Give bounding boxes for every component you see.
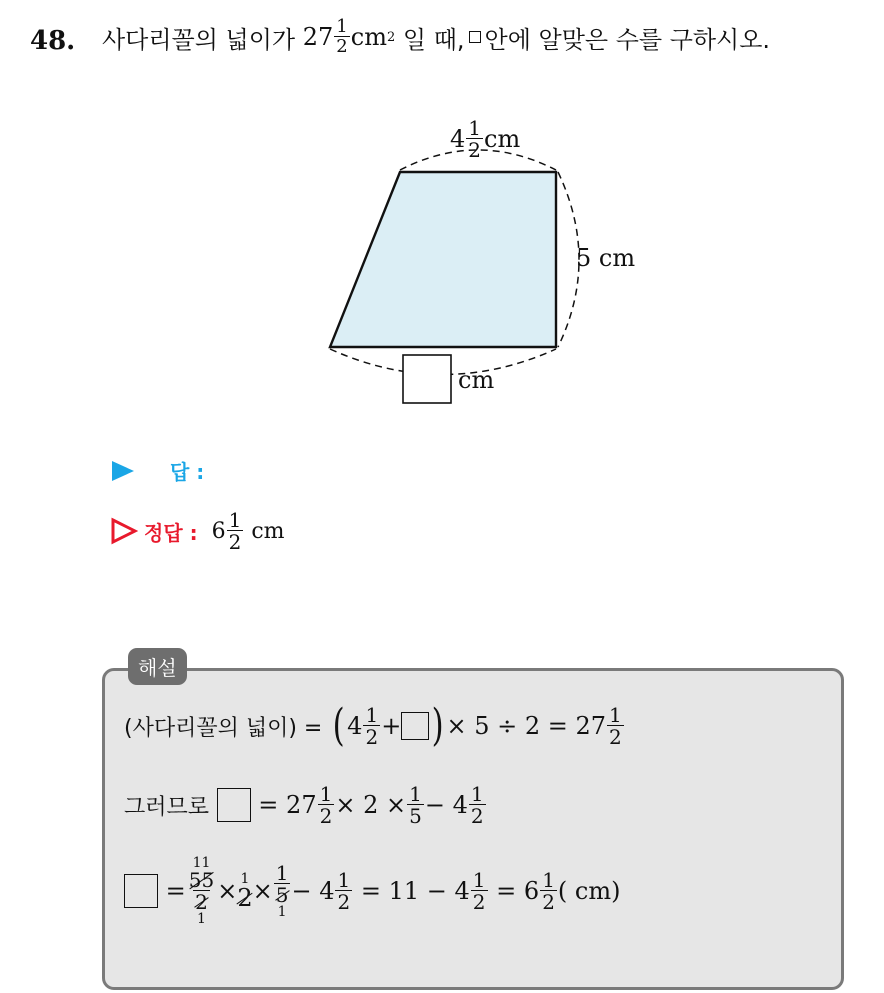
line3-c-whole: 4	[319, 877, 335, 905]
correct-unit: cm	[251, 518, 285, 544]
line1-blank-box	[401, 712, 429, 740]
line2-minus: −	[424, 791, 445, 819]
outline-arrow-icon	[110, 517, 138, 545]
line1-prefix: (사다리꼴의 넓이) =	[124, 715, 323, 741]
line1-res-num: 1	[609, 703, 622, 727]
line3-two	[237, 872, 252, 910]
line3-times-1: ×	[217, 877, 238, 905]
correct-num: 1	[228, 508, 242, 532]
area-unit-exp: 2	[386, 29, 396, 45]
line3-f-den: 5	[275, 883, 289, 907]
line3-eq3: =	[496, 877, 517, 905]
area-den: 2	[336, 36, 348, 57]
line3-r-whole: 6	[523, 877, 540, 905]
line3-f-num: 1	[275, 861, 289, 885]
line1-res-frac	[607, 705, 624, 747]
line2-b-frac	[407, 784, 424, 826]
top-whole: 4	[450, 125, 466, 153]
line3-times-2: ×	[252, 877, 273, 905]
top-unit: cm	[484, 125, 521, 153]
line2-c-whole: 4	[452, 791, 468, 819]
correct-den: 2	[228, 530, 242, 554]
answer-label: 답 :	[170, 460, 205, 484]
line2-b-num: 1	[409, 782, 422, 806]
line3-eq: =	[165, 877, 186, 905]
question-suffix: 안에 알맞은 수를 구하시오.	[484, 25, 771, 54]
top-den: 2	[468, 138, 482, 162]
question-text	[102, 18, 770, 56]
line1-a-frac	[363, 705, 380, 747]
correct-answer-label: 정답 :	[144, 520, 198, 545]
line3-d-frac	[471, 870, 488, 912]
height-label	[576, 244, 635, 272]
line1-res-den: 2	[609, 725, 622, 749]
line3-d1-bottom: 1	[197, 911, 206, 927]
line3-c-den: 2	[337, 890, 351, 914]
correct-fraction	[227, 510, 244, 552]
line2-a-whole: 27	[286, 791, 317, 819]
line3-two-top: 1	[240, 871, 250, 887]
line2-a-frac	[318, 784, 335, 826]
area-fraction	[334, 18, 349, 56]
area-num: 1	[336, 16, 348, 37]
solution-line-1	[124, 700, 625, 751]
area-whole: 27	[302, 23, 334, 51]
line1-a-num: 1	[365, 703, 379, 727]
left-paren: (	[332, 700, 345, 751]
height-unit: cm	[598, 244, 636, 272]
play-arrow-icon	[110, 459, 136, 483]
line3-d-num: 1	[472, 868, 486, 892]
line3-unit: ( cm)	[557, 877, 621, 905]
line3-d-den: 2	[472, 890, 486, 914]
correct-answer-row	[110, 510, 285, 552]
top-num: 1	[468, 116, 482, 140]
line2-c-frac	[469, 784, 486, 826]
trapezoid-figure	[300, 100, 700, 424]
line2-a-den: 2	[319, 804, 333, 828]
line2-c-num: 1	[470, 782, 484, 806]
line3-c-num: 1	[337, 868, 351, 892]
line2-b-den: 5	[409, 804, 422, 828]
line1-plus: +	[381, 712, 402, 740]
line1-res-whole: 27	[575, 712, 607, 740]
line3-r-num: 1	[542, 868, 555, 892]
line3-f-den-bottom: 1	[277, 904, 287, 920]
line2-mid: × 2 ×	[335, 791, 407, 819]
line3-minus: −	[291, 877, 312, 905]
area-unit: cm	[350, 23, 387, 51]
line2-a-num: 1	[319, 782, 333, 806]
question-mid: 일 때,	[402, 25, 465, 54]
line2-eq: =	[258, 791, 279, 819]
top-side-label	[450, 118, 520, 160]
line3-d-whole: 4	[454, 877, 470, 905]
top-fraction	[466, 118, 483, 160]
line3-eq2: = 11 −	[360, 877, 447, 905]
line1-mid: × 5 ÷ 2 =	[446, 712, 568, 740]
line3-d1: 2	[195, 890, 208, 914]
blank-box-icon	[469, 31, 481, 43]
bottom-unit-label: cm	[458, 366, 495, 394]
trapezoid-shape	[330, 172, 556, 347]
line3-r-frac	[540, 870, 557, 912]
line3-cancel-frac	[187, 856, 216, 926]
correct-whole: 6	[211, 518, 226, 544]
line2-c-den: 2	[470, 804, 484, 828]
line2-blank-box	[217, 788, 251, 822]
right-paren: )	[431, 700, 444, 751]
question-number: 48.	[30, 26, 76, 56]
line3-two-val: 2	[237, 884, 253, 912]
bottom-blank-box	[403, 355, 451, 403]
line3-f-frac	[274, 863, 291, 919]
height-value: 5	[576, 244, 592, 272]
line3-blank-box	[124, 874, 158, 908]
question-prefix: 사다리꼴의 넓이가	[102, 25, 296, 54]
line1-a-whole: 4	[347, 712, 363, 740]
line3-r-den: 2	[542, 890, 555, 914]
line2-prefix: 그러므로	[124, 794, 210, 820]
solution-tab: 해설	[128, 648, 187, 685]
solution-line-2	[124, 784, 487, 826]
line3-n1: 55	[188, 868, 215, 892]
line1-a-den: 2	[365, 725, 379, 749]
line3-c-frac	[335, 870, 352, 912]
solution-line-3	[124, 856, 620, 926]
answer-row	[110, 456, 204, 485]
line3-n1-top: 11	[192, 855, 211, 871]
